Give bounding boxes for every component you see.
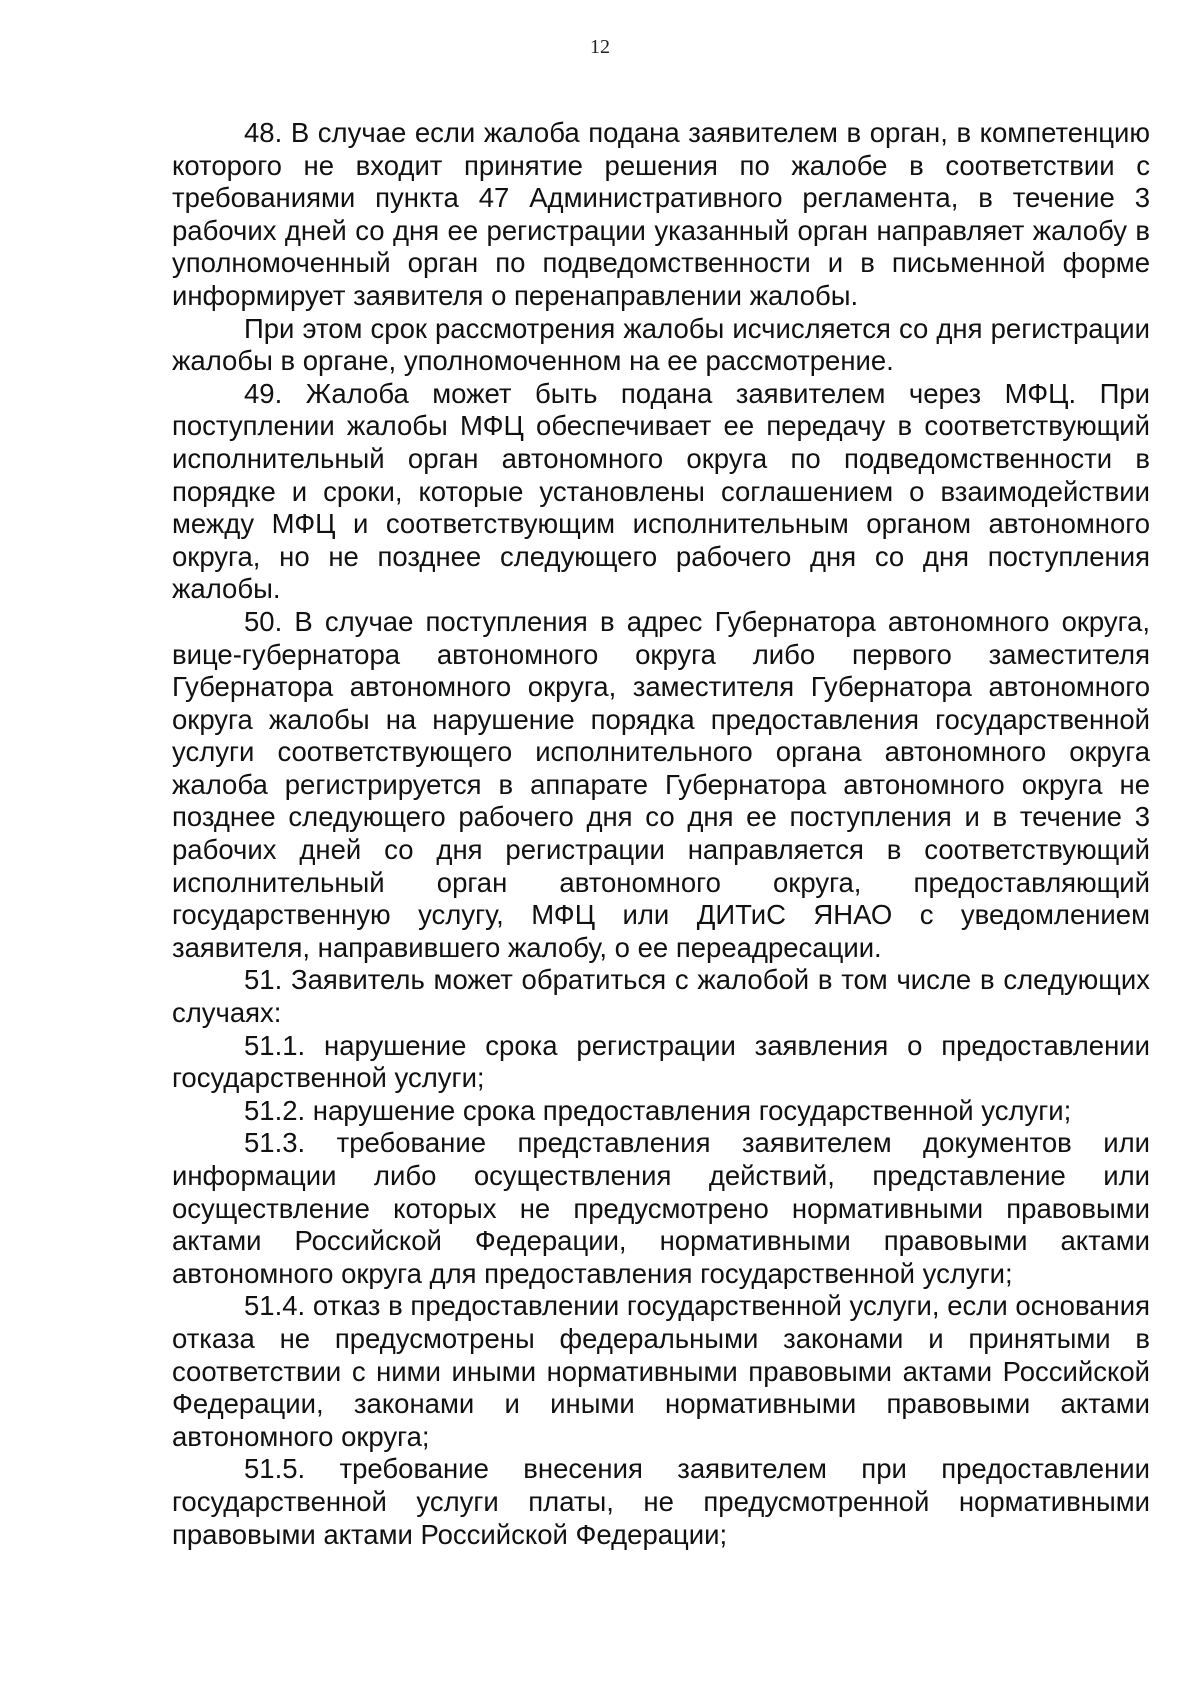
paragraph-51-5: 51.5. требование внесения заявителем при предоставлении государственной услуги платы, не предусмотренной нормативными правовыми актами Российской Федерации; <box>172 1453 1150 1550</box>
paragraph-51-1: 51.1. нарушение срока регистрации заявления о предоставлении государственной услуги; <box>172 1029 1150 1094</box>
document-body <box>172 117 1150 1551</box>
paragraph-50: 50. В случае поступления в адрес Губернатора автономного округа, вице-губернатора автономного округа либо первого заместителя Губернатора автономного округа, заместителя Губернатора автономного округа жалобы на нарушение порядка предоставления государственной услуги соответствующего исполнительного органа автономного округа жалоба регистрируется в аппарате Губернатора автономного округа не позднее следующего рабочего дня со дня ее поступления и в течение 3 рабочих дней со дня регистрации направляется в соответствующий исполнительный орган автономного округа, предоставляющий государственную услугу, МФЦ или ДИТиС ЯНАО с уведомлением заявителя, направившего жалобу, о ее переадресации. <box>172 605 1150 963</box>
paragraph-51-4: 51.4. отказ в предоставлении государственной услуги, если основания отказа не предусмотрены федеральными законами и принятыми в соответствии с ними иными нормативными правовыми актами Российской Федерации, законами и иными нормативными правовыми актами автономного округа; <box>172 1290 1150 1452</box>
paragraph-51: 51. Заявитель может обратиться с жалобой в том числе в следующих случаях: <box>172 964 1150 1029</box>
paragraph-48: 48. В случае если жалоба подана заявителем в орган, в компетенцию которого не входит принятие решения по жалобе в соответствии с требованиями пункта 47 Административного регламента, в течение 3 рабочих дней со дня ее регистрации указанный орган направляет жалобу в уполномоченный орган по подведомственности и в письменной форме информирует заявителя о перенаправлении жалобы. <box>172 117 1150 311</box>
paragraph-51-3: 51.3. требование представления заявителем документов или информации либо осуществления действий, представление или осуществление которых не предусмотрено нормативными правовыми актами Российской Федерации, нормативными правовыми актами автономного округа для предоставления государственной услуги; <box>172 1127 1150 1289</box>
paragraph-51-2: 51.2. нарушение срока предоставления государственной услуги; <box>244 1094 1072 1126</box>
paragraph-48-note: При этом срок рассмотрения жалобы исчисляется со дня регистрации жалобы в органе, уполномоченном на ее рассмотрение. <box>172 312 1150 377</box>
page-number: 12 <box>590 36 610 58</box>
paragraph-49: 49. Жалоба может быть подана заявителем через МФЦ. При поступлении жалобы МФЦ обеспечивает ее передачу в соответствующий исполнительный орган автономного округа по подведомственности в порядке и сроки, которые установлены соглашением о взаимодействии между МФЦ и соответствующим исполнительным органом автономного округа, но не позднее следующего рабочего дня со дня поступления жалобы. <box>172 377 1150 605</box>
